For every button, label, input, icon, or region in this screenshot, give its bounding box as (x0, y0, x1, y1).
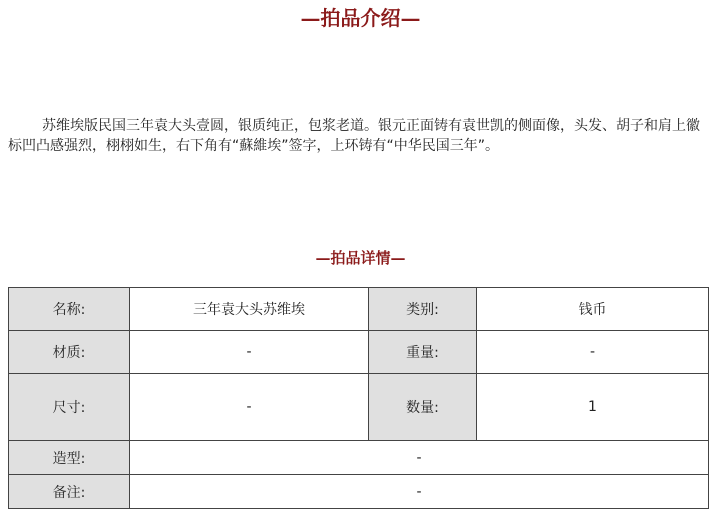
size-value: - (130, 374, 369, 441)
shape-label: 造型: (9, 441, 130, 475)
table-row (9, 441, 709, 475)
quantity-label: 数量: (369, 374, 477, 441)
category-label: 类别: (369, 288, 477, 331)
material-value: - (130, 331, 369, 374)
name-label: 名称: (9, 288, 130, 331)
remarks-label: 备注: (9, 475, 130, 509)
size-label: 尺寸: (9, 374, 130, 441)
table-row (9, 374, 709, 441)
intro-heading: —拍品介绍— (300, 6, 421, 30)
weight-label: 重量: (369, 331, 477, 374)
material-label: 材质: (9, 331, 130, 374)
name-value: 三年袁大头苏维埃 (130, 288, 369, 331)
intro-description: 苏维埃版民国三年袁大头壹圆，银质纯正，包浆老道。银元正面铸有袁世凯的侧面像，头发、胡子和肩上徽标凹凸感强烈，栩栩如生，右下角有“蘇維埃”签字，上环铸有“中华民国三年”。 (8, 118, 700, 154)
remarks-value: - (130, 475, 709, 509)
weight-value: - (477, 331, 709, 374)
details-heading: —拍品详情— (315, 249, 406, 267)
shape-value: - (130, 441, 709, 475)
quantity-value: 1 (477, 374, 709, 441)
table-row (9, 331, 709, 374)
table-row (9, 475, 709, 509)
details-table (8, 287, 709, 509)
table-row (9, 288, 709, 331)
category-value: 钱币 (477, 288, 709, 331)
